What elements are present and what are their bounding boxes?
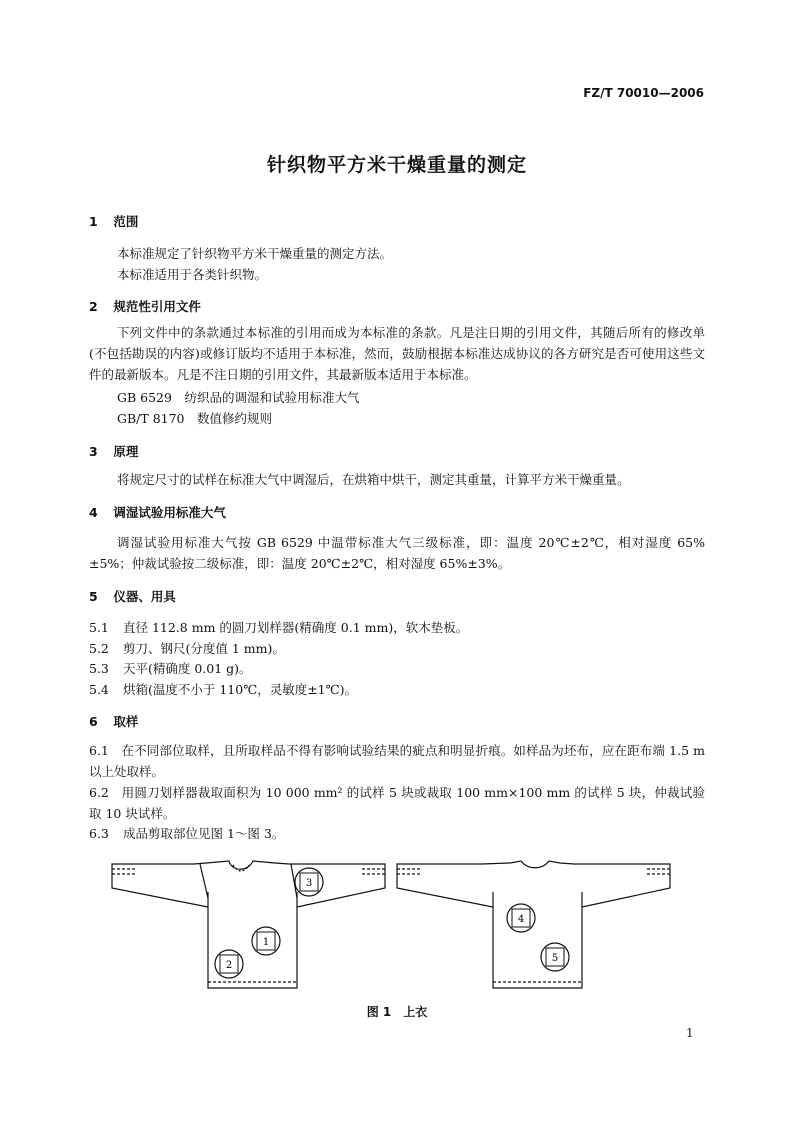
clause-5-3 (89, 659, 252, 677)
sample-marker-1 (252, 927, 280, 955)
standard-code: FZ/T 70010—2006 (583, 86, 704, 100)
section-number: 6 (89, 714, 98, 729)
clause-number: 6.3 (89, 826, 109, 841)
section-title: 仪器、用具 (113, 589, 176, 604)
atmosphere-paragraph: 调湿试验用标准大气按 GB 6529 中温带标准大气三级标准，即：温度 20℃±2℃，相对湿度 65%±5%；仲裁试验按二级标准，即：温度 20℃±2℃，相对湿度 65%±3%。 (89, 535, 705, 571)
scope-line-2: 本标准适用于各类针织物。 (117, 267, 268, 282)
clause-text: 天平(精确度 0.01 g)。 (123, 661, 252, 676)
section-title: 范围 (113, 214, 139, 229)
normative-references-paragraph: 下列文件中的条款通过本标准的引用而成为本标准的条款。凡是注日期的引用文件，其随后所有的修改单(不包括勘误的内容)或修订版均不适用于本标准，然而，鼓励根据本标准达成协议的各方研究是否可使用这些文件的最新版本。凡是不注日期的引用文件，其最新版本适用于本标准。 (89, 325, 705, 382)
clause-5-4 (89, 680, 357, 698)
clause-number: 5.3 (89, 661, 109, 676)
principle-paragraph: 将规定尺寸的试样在标准大气中调湿后，在烘箱中烘干，测定其重量，计算平方米干燥重量。 (117, 472, 630, 487)
section-number: 5 (89, 589, 98, 604)
reference-gbt8170: GB/T 8170 数值修约规则 (117, 411, 273, 426)
marker-label: 5 (551, 953, 559, 964)
clause-text: 用圆刀划样器裁取面积为 10 000 mm² 的试样 5 块或裁取 100 mm×100 mm 的试样 5 块，仲裁试验取 10 块试样。 (89, 785, 705, 821)
section-title: 取样 (113, 714, 139, 729)
clause-text: 直径 112.8 mm 的圆刀划样器(精确度 0.1 mm)，软木垫板。 (123, 620, 469, 635)
reference-gb6529: GB 6529 纺织品的调湿和试验用标准大气 (117, 390, 360, 405)
page-title: 针织物平方米干燥重量的测定 (266, 154, 527, 176)
section-3-heading (89, 442, 138, 460)
section-4-heading (89, 503, 226, 521)
section-title: 原理 (113, 444, 139, 459)
section-6-heading (89, 712, 138, 730)
section-title: 规范性引用文件 (113, 299, 201, 314)
clause-number: 6.1 (89, 743, 109, 758)
clause-6-2 (89, 782, 705, 824)
clause-5-2 (89, 639, 285, 657)
clause-text: 烘箱(温度不小于 110℃，灵敏度±1℃)。 (123, 682, 357, 697)
marker-label: 3 (305, 878, 313, 889)
section-number: 1 (89, 214, 98, 229)
marker-label: 1 (262, 937, 270, 948)
clause-text: 成品剪取部位见图 1～图 3。 (123, 826, 285, 841)
section-title: 调湿试验用标准大气 (113, 505, 226, 520)
figure-caption: 图 1 上衣 (366, 1005, 428, 1019)
clause-number: 6.2 (89, 785, 109, 800)
clause-text: 在不同部位取样，且所取样品不得有影响试验结果的疵点和明显折痕。如样品为坯布，应在距布端 1.5 m 以上处取样。 (89, 743, 705, 779)
clause-6-1 (89, 740, 705, 782)
marker-label: 4 (517, 914, 525, 925)
sample-marker-2 (215, 950, 243, 978)
sample-marker-4 (507, 904, 535, 932)
section-1-heading (89, 212, 138, 230)
figure-1-garments (0, 850, 794, 1000)
clause-number: 5.4 (89, 682, 109, 697)
garment-front-outline (112, 861, 385, 988)
scope-line-1: 本标准规定了针织物平方米干燥重量的测定方法。 (117, 246, 393, 261)
clause-6-3 (89, 824, 284, 842)
section-number: 3 (89, 444, 98, 459)
sample-marker-3 (295, 868, 323, 896)
clause-number: 5.2 (89, 641, 109, 656)
section-5-heading (89, 587, 176, 605)
marker-label: 2 (225, 960, 233, 971)
page-number: 1 (686, 1026, 694, 1040)
clause-number: 5.1 (89, 620, 109, 635)
section-number: 2 (89, 299, 98, 314)
clause-5-1 (89, 618, 468, 636)
section-number: 4 (89, 505, 98, 520)
sample-marker-5 (541, 943, 569, 971)
section-2-heading (89, 297, 201, 315)
clause-text: 剪刀、钢尺(分度值 1 mm)。 (123, 641, 285, 656)
